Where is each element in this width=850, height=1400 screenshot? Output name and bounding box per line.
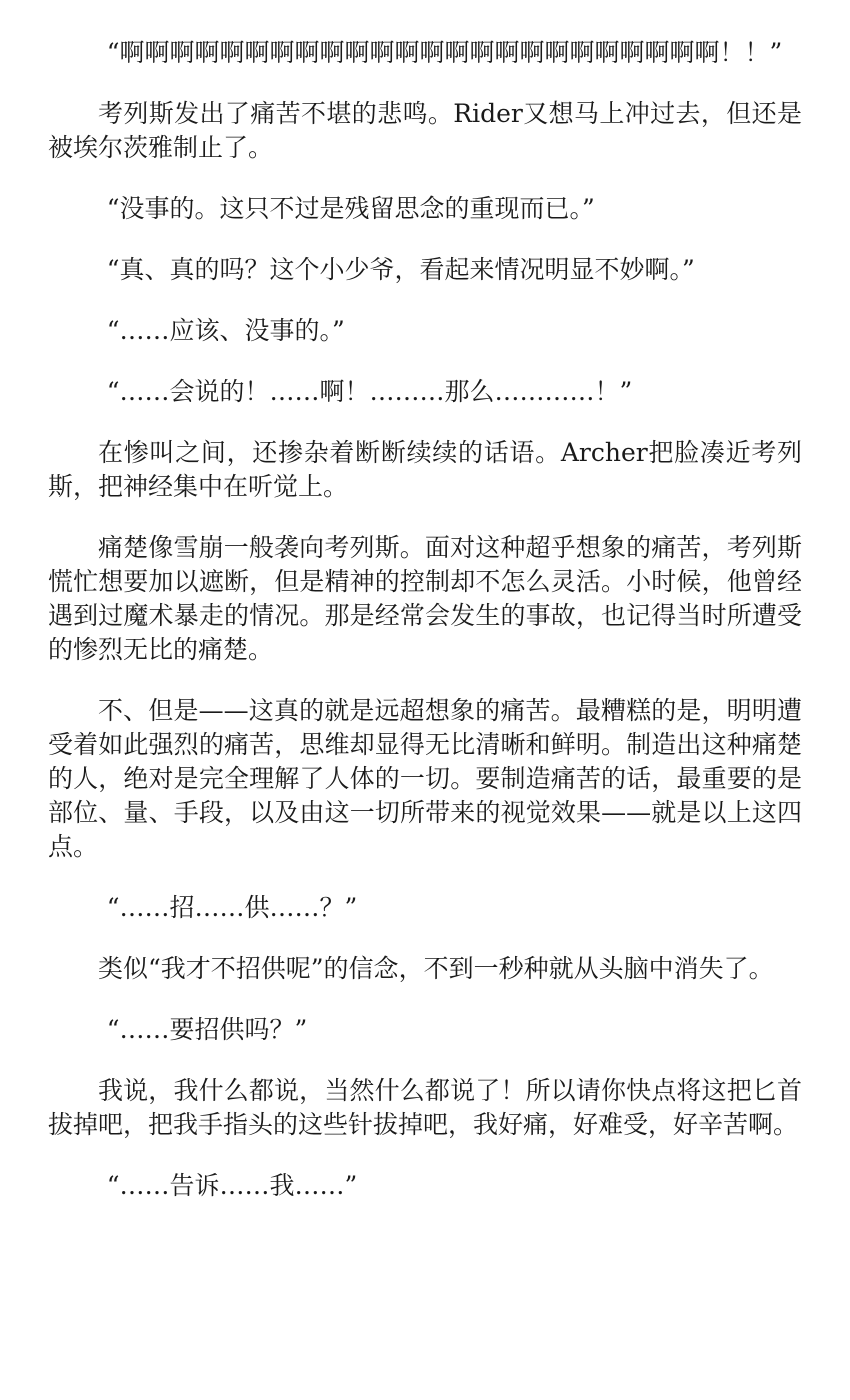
paragraph: 类似“我才不招供呢”的信念，不到一秒种就从头脑中消失了。: [98, 954, 774, 983]
paragraph: 考列斯发出了痛苦不堪的悲鸣。Rider又想马上冲过去，但还是被埃尔茨雅制止了。: [48, 99, 802, 162]
paragraph: 痛楚像雪崩一般袭向考列斯。面对这种超乎想象的痛苦，考列斯慌忙想要加以遮断，但是精神的控制却不怎么灵活。小时候，他曾经遇到过魔术暴走的情况。那是经常会发生的事故，也记得当时所遭受的惨烈无比的痛楚。: [48, 533, 802, 664]
document-page: [48, 36, 802, 1230]
paragraph: “……告诉……我……”: [106, 1171, 358, 1200]
paragraph: “……应该、没事的。”: [106, 316, 345, 345]
paragraph: “……要招供吗？”: [106, 1015, 308, 1044]
paragraph: 不、但是——这真的就是远超想象的痛苦。最糟糕的是，明明遭受着如此强烈的痛苦，思维却显得无比清晰和鲜明。制造出这种痛楚的人，绝对是完全理解了人体的一切。要制造痛苦的话，最重要的是部位、量、手段，以及由这一切所带来的视觉效果——就是以上这四点。: [48, 696, 802, 861]
paragraph: “啊啊啊啊啊啊啊啊啊啊啊啊啊啊啊啊啊啊啊啊啊啊啊啊！！”: [106, 38, 783, 67]
paragraph: “没事的。这只不过是残留思念的重现而已。”: [106, 194, 595, 223]
paragraph: 在惨叫之间，还掺杂着断断续续的话语。Archer把脸凑近考列斯，把神经集中在听觉上。: [48, 438, 802, 501]
paragraph: 我说，我什么都说，当然什么都说了！所以请你快点将这把匕首拔掉吧，把我手指头的这些针拔掉吧，我好痛，好难受，好辛苦啊。: [48, 1076, 802, 1139]
paragraph: “……招……供……？”: [106, 893, 358, 922]
paragraph: “真、真的吗？这个小少爷，看起来情况明显不妙啊。”: [106, 255, 695, 284]
paragraph: “……会说的！……啊！………那么…………！”: [106, 377, 633, 406]
